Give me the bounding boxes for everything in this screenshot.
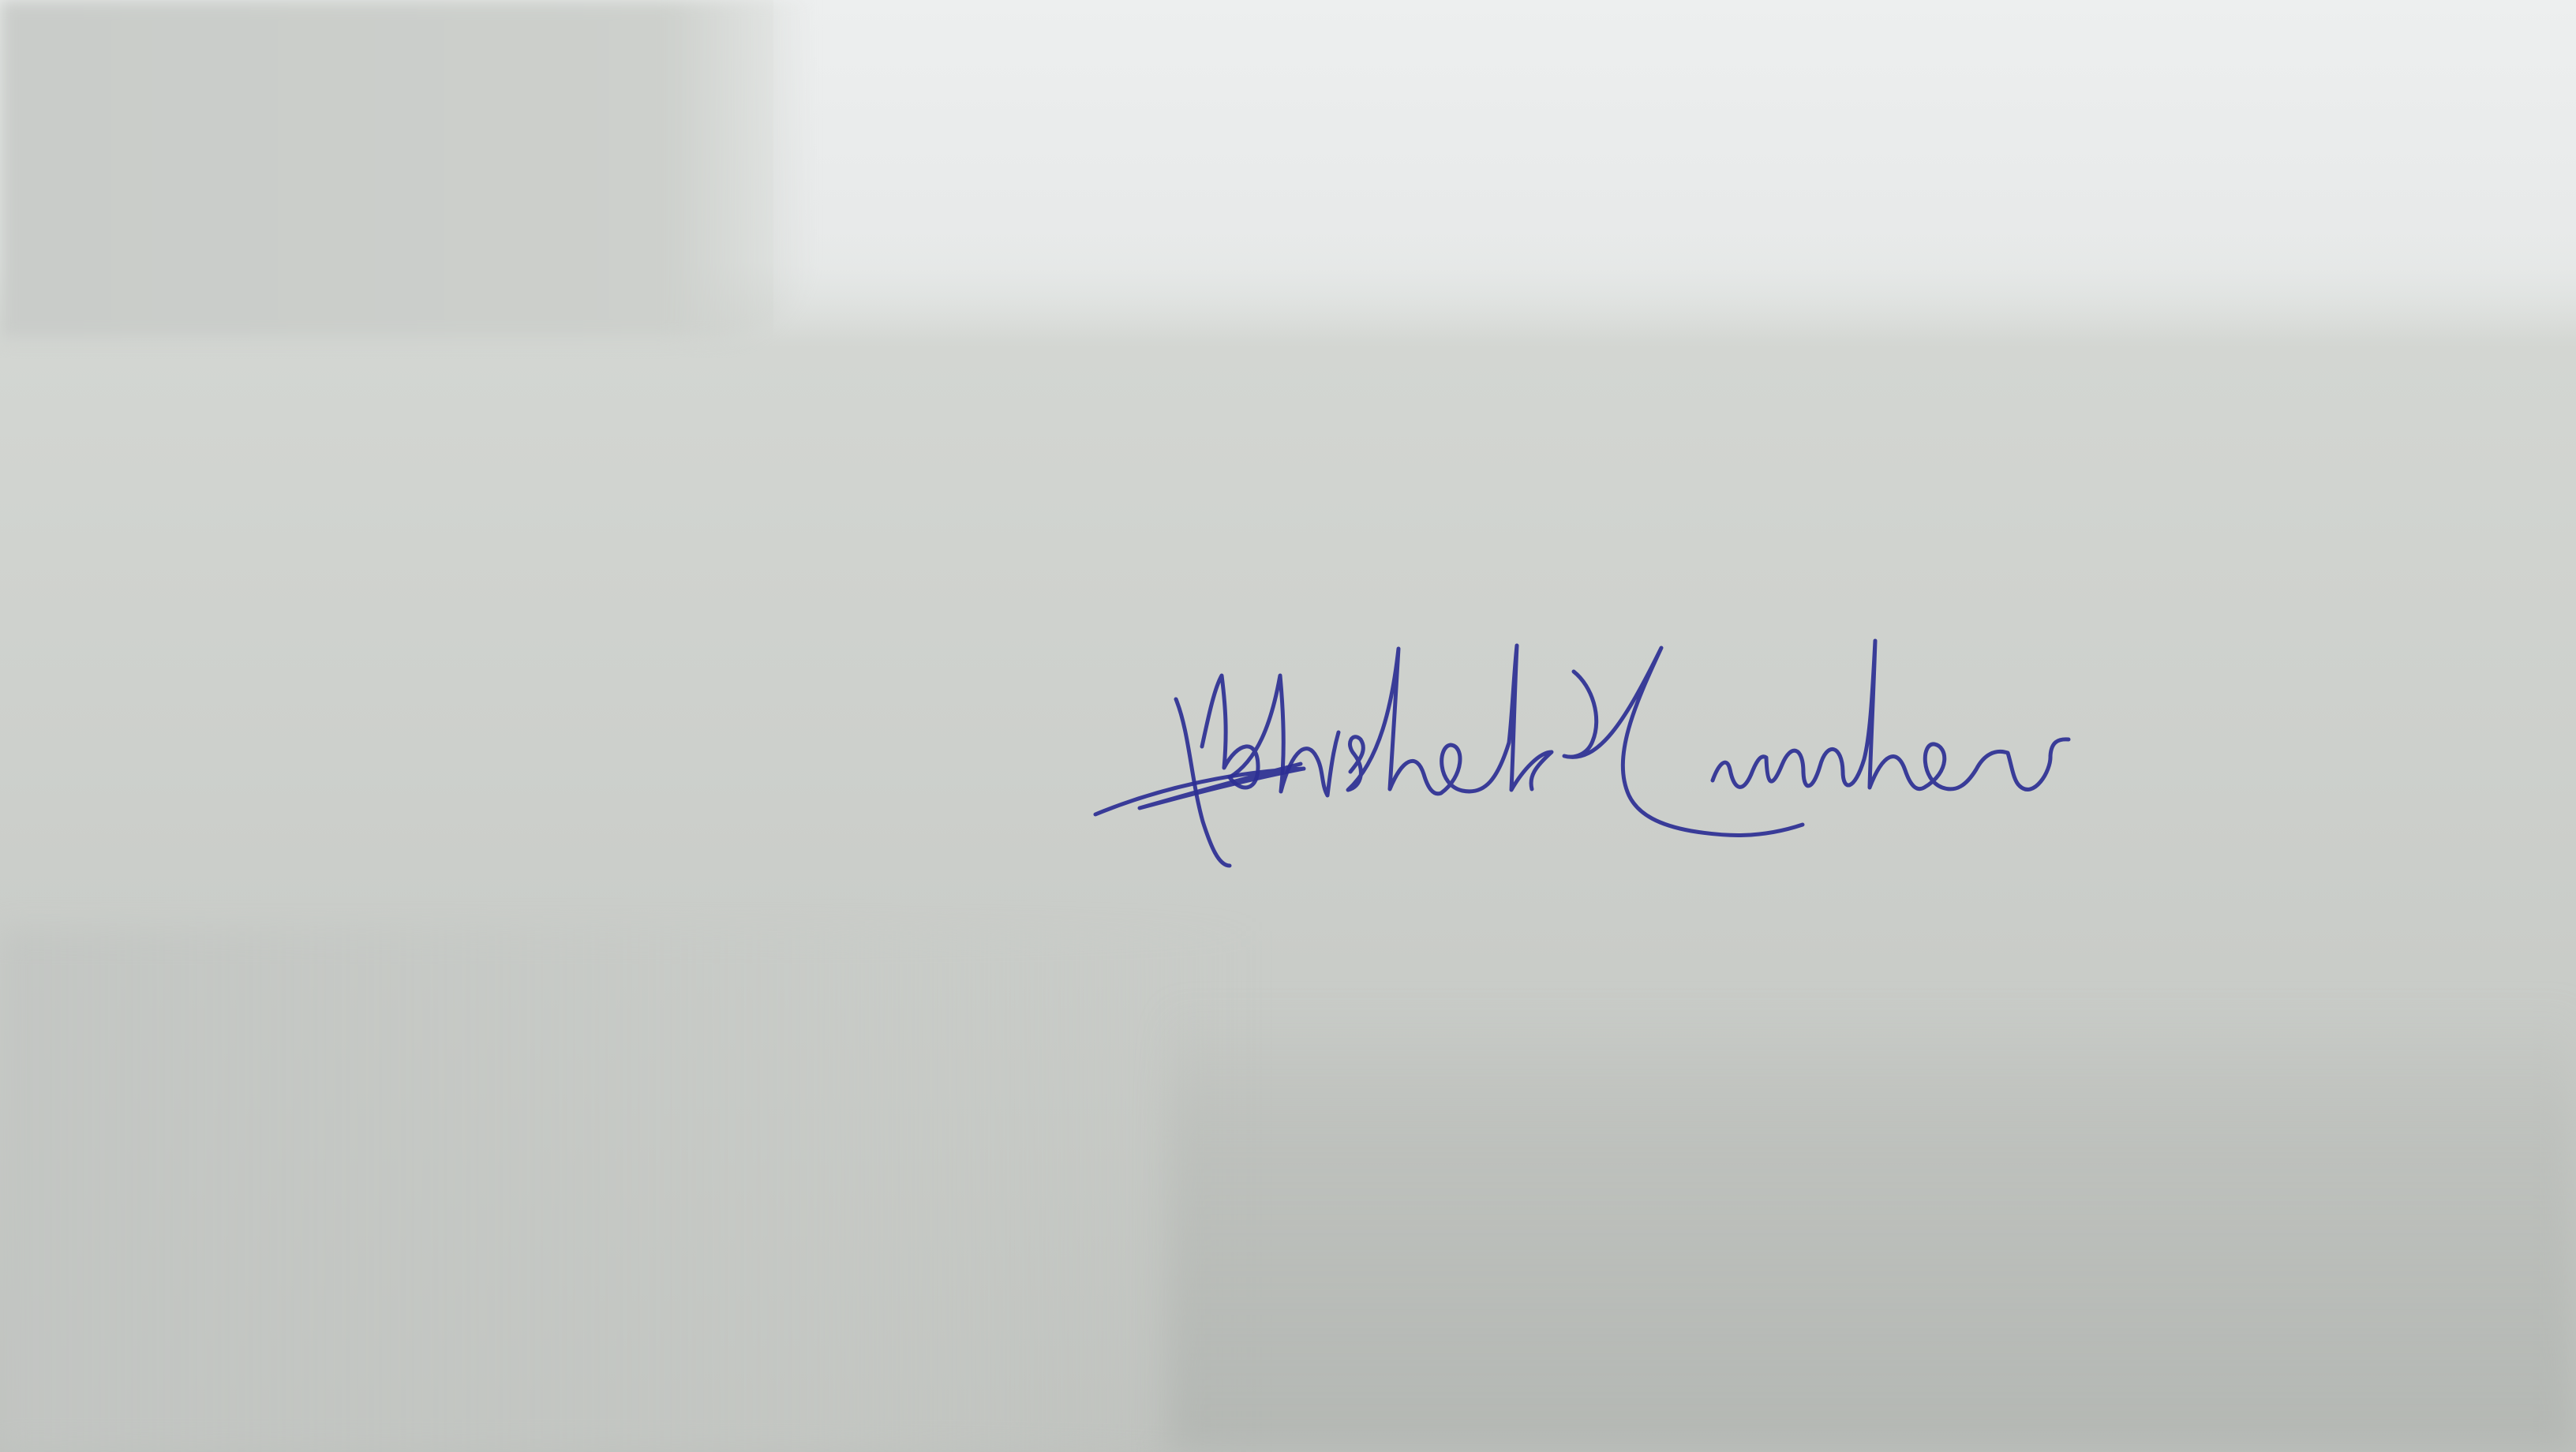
handwritten-signature xyxy=(1081,576,2139,884)
signature-umhar xyxy=(1713,641,2069,789)
upper-paper-shadow xyxy=(0,0,813,339)
paper-highlight xyxy=(773,0,2576,339)
lower-right-shadow xyxy=(1168,1002,2576,1452)
lower-left-shadow xyxy=(0,931,1263,1452)
signature-shek xyxy=(1348,646,1552,794)
signature-k xyxy=(1564,648,1803,835)
